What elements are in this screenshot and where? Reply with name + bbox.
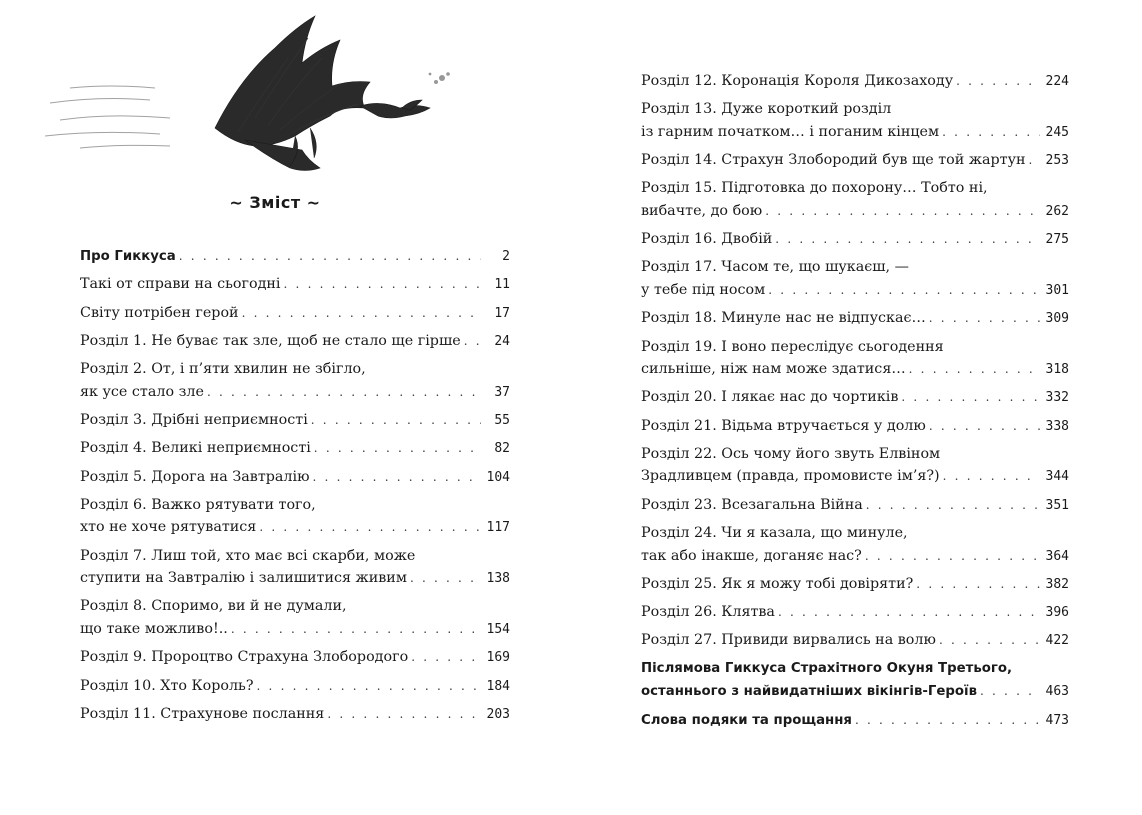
toc-entry-row [641,279,1069,303]
toc-entry-row [641,386,1069,410]
toc-page-number: 364 [1045,548,1069,564]
toc-entry-title-line: Розділ 11. Страхунове послання [80,705,325,722]
dot-leader [939,629,1040,652]
toc-entry-title-line: Розділ 22. Ось чому його звуть Елвіном [641,445,941,462]
toc-entry-title-line: Розділ 15. Підготовка до похорону… Тобто ні, [641,180,988,197]
toc-entry-row [641,601,1069,625]
dot-leader [179,245,481,268]
toc-entry-row [80,273,510,297]
toc-entry-row [80,381,510,405]
toc-entry-title-line: Розділ 3. Дрібні неприємності [80,411,308,428]
toc-page-number: 184 [486,678,510,694]
toc-entry-title-line: Розділ 23. Всезагальна Війна [641,496,863,513]
toc-entry-row [80,618,510,642]
dot-leader [943,465,1040,488]
toc-entry[interactable] [641,149,1069,173]
toc-entry[interactable] [80,358,510,404]
toc-entry[interactable] [641,307,1069,331]
flying-dragon-illustration [40,8,480,178]
dot-leader [314,437,481,460]
toc-page-number: 396 [1045,605,1069,621]
toc-entry-title-line: останнього з найвидатніших вікінгів-Героїв [641,684,977,700]
dot-leader [311,409,481,432]
toc-entry-row [80,437,510,461]
dot-leader [929,415,1040,438]
toc-entry[interactable] [641,177,1069,223]
toc-entry-row [80,675,510,699]
dot-leader [956,70,1040,93]
toc-entry-row [80,516,510,540]
toc-entry-row [641,70,1069,94]
toc-entry[interactable] [80,703,510,727]
toc-entry[interactable] [80,245,510,269]
toc-entry-row [80,466,510,490]
toc-entry[interactable] [641,573,1069,597]
toc-page-number: 262 [1045,203,1069,219]
toc-entry-row [80,245,510,269]
dot-leader [284,273,481,296]
dot-leader [866,494,1040,517]
toc-entry[interactable] [641,70,1069,94]
toc-entry[interactable] [641,709,1069,733]
toc-entry-row [80,302,510,326]
toc-entry-title-line: Розділ 8. Споримо, ви й не думали, [80,598,347,615]
dot-leader [242,302,481,325]
toc-entry-title-line: Розділ 14. Страхун Злобородий був ще той жартун [641,152,1026,169]
toc-entry-title-line: у тебе під носом [641,281,766,298]
toc-entry[interactable] [80,646,510,670]
toc-entry-title-line: ступити на Завтралію і залишитися живим [80,570,407,587]
toc-page-number: 104 [486,469,510,485]
toc-page-number: 138 [486,571,510,587]
toc-page-number: 82 [494,441,510,457]
toc-entry-row [641,494,1069,518]
dot-leader [778,601,1040,624]
dot-leader [259,516,481,539]
toc-page-number: 203 [486,706,510,722]
toc-entry-title-line: із гарним початком… і поганим кінцем [641,123,940,140]
toc-entry-title-line: Розділ 26. Клятва [641,604,775,621]
toc-entry[interactable] [641,256,1069,302]
toc-entry-row [641,358,1069,382]
toc-entry-title-line: Розділ 18. Минуле нас не відпускає… [641,310,926,327]
dot-leader [929,307,1040,330]
toc-page-number: 24 [494,333,510,349]
toc-entry-title-line: Слова подяки та прощання [641,712,852,728]
toc-entry[interactable] [641,415,1069,439]
dot-leader [410,567,481,590]
toc-page-number: 11 [494,277,510,293]
toc-entry[interactable] [80,494,510,540]
toc-entry-row [641,629,1069,653]
toc-entry[interactable] [641,629,1069,653]
toc-entry[interactable] [641,336,1069,382]
toc-entry-row [641,121,1069,145]
toc-page-number: 2 [502,249,510,264]
toc-page-number: 245 [1045,124,1069,140]
toc-entry-title-line: Розділ 13. Дуже короткий розділ [641,101,892,118]
toc-entry-row [641,200,1069,224]
toc-entry-title-line: Розділ 19. І воно переслідує сьогодення [641,338,944,355]
toc-entry-title-line: Післямова Гиккуса Страхітного Окуня Третього, [641,660,1013,676]
toc-page-number: 463 [1045,684,1069,700]
toc-entry[interactable] [80,302,510,326]
toc-entry-title-line: вибачте, до бою [641,202,763,219]
toc-entry-title-line: Розділ 7. Лиш той, хто має всі скарби, може [80,547,416,564]
dot-leader [327,703,481,726]
toc-entry[interactable] [80,330,510,354]
toc-entry-title-line: Розділ 12. Коронація Короля Дикозаходу [641,73,954,89]
toc-entry[interactable] [80,409,510,433]
toc-entry[interactable] [641,494,1069,518]
toc-entry[interactable] [80,595,510,641]
toc-entry-row [641,149,1069,173]
toc-entry-title-line: Розділ 2. От, і п’яти хвилин не збігло, [80,361,366,378]
dot-leader [865,545,1040,568]
toc-entry-row [641,228,1069,252]
toc-entry-title-line: Зрадливцем (правда, промовисте ім’я?) [641,468,940,485]
toc-entry[interactable] [80,273,510,297]
toc-page-number: 275 [1045,232,1069,248]
toc-entry-title-line: Розділ 6. Важко рятувати того, [80,496,316,513]
dot-leader [980,680,1040,703]
toc-entry-title-line: Розділ 21. Відьма втручається у долю [641,417,926,434]
toc-page-number: 382 [1045,576,1069,592]
toc-entry-title-line: Про Гиккуса [80,249,176,264]
toc-page-number: 473 [1045,712,1069,728]
toc-page-number: 338 [1045,418,1069,434]
toc-entry-row [80,409,510,433]
dot-leader [257,675,481,698]
toc-entry-title-line: сильніше, ніж нам може здатися… [641,361,906,378]
toc-entry-row [80,567,510,591]
toc-entry-row [80,703,510,727]
toc-entry[interactable] [641,228,1069,252]
toc-list-left [80,245,510,731]
toc-entry-title-line: так або інакше, доганяє нас? [641,547,862,564]
toc-entry-title-line: Розділ 4. Великі неприємності [80,440,311,457]
toc-entry-row [641,307,1069,331]
dot-leader [231,618,481,641]
toc-entry[interactable] [80,466,510,490]
toc-entry-row [641,465,1069,489]
toc-entry[interactable] [80,437,510,461]
dot-leader [207,381,481,404]
dot-leader [775,228,1040,251]
toc-entry[interactable] [641,658,1069,704]
toc-page-number: 351 [1045,497,1069,513]
toc-entry[interactable] [641,601,1069,625]
toc-entry-row [641,573,1069,597]
toc-page-number: 344 [1045,469,1069,485]
dot-leader [942,121,1040,144]
toc-entry-row [80,330,510,354]
dot-leader [411,646,481,669]
toc-page-number: 332 [1045,390,1069,406]
toc-entry-title-line: що таке можливо!.. [80,620,228,637]
toc-page-number: 17 [494,305,510,321]
toc-title: ~ Зміст ~ [229,193,321,212]
toc-entry-title-line: Світу потрібен герой [80,304,239,321]
toc-entry-row [641,415,1069,439]
toc-entry-title-line: Розділ 24. Чи я казала, що минуле, [641,525,908,542]
toc-list-right [641,70,1069,737]
toc-entry-title-line: Розділ 20. І лякає нас до чортиків [641,389,899,406]
toc-entry-title-line: Розділ 1. Не буває так зле, щоб не стало ще гірше [80,332,461,349]
toc-entry[interactable] [80,675,510,699]
toc-entry[interactable] [641,386,1069,410]
toc-entry-row [641,545,1069,569]
toc-page-number: 422 [1045,633,1069,649]
right-page [571,0,1142,815]
toc-entry-title-line: Розділ 10. Хто Король? [80,677,254,694]
dot-leader [1029,149,1040,172]
dot-leader [855,709,1040,732]
toc-entry[interactable] [641,98,1069,144]
toc-entry-title-line: хто не хоче рятуватися [80,519,257,536]
toc-page-number: 309 [1045,311,1069,327]
dot-leader [313,466,481,489]
dot-leader [765,200,1040,223]
toc-page-number: 318 [1045,362,1069,378]
dot-leader [909,358,1040,381]
toc-entry[interactable] [641,522,1069,568]
toc-entry[interactable] [80,545,510,591]
toc-page-number: 224 [1045,74,1069,89]
toc-page-number: 117 [486,520,510,536]
toc-entry-row [80,646,510,670]
toc-entry-title-line: Розділ 27. Привиди вирвались на волю [641,632,936,649]
toc-entry-title-line: Розділ 9. Пророцтво Страхуна Злобородого [80,649,409,666]
toc-page-number: 253 [1045,153,1069,169]
toc-page-number: 301 [1045,282,1069,298]
toc-entry-title-line: Розділ 16. Двобій [641,231,773,248]
toc-page-number: 169 [486,650,510,666]
dot-leader [464,330,481,353]
dot-leader [901,386,1040,409]
toc-entry[interactable] [641,443,1069,489]
toc-entry-row [641,709,1069,733]
toc-page-number: 37 [494,384,510,400]
dot-leader [916,573,1040,596]
toc-page-number: 55 [494,412,510,428]
dot-leader [768,279,1040,302]
toc-entry-title-line: Розділ 5. Дорога на Завтралію [80,468,310,485]
toc-entry-title-line: як усе стало зле [80,383,204,400]
toc-entry-title-line: Розділ 17. Часом те, що шукаєш, — [641,259,909,276]
toc-entry-title-line: Розділ 25. Як я можу тобі довіряти? [641,575,914,592]
toc-page-number: 154 [486,621,510,637]
toc-entry-row [641,680,1069,704]
toc-entry-title-line: Такі от справи на сьогодні [80,276,281,293]
